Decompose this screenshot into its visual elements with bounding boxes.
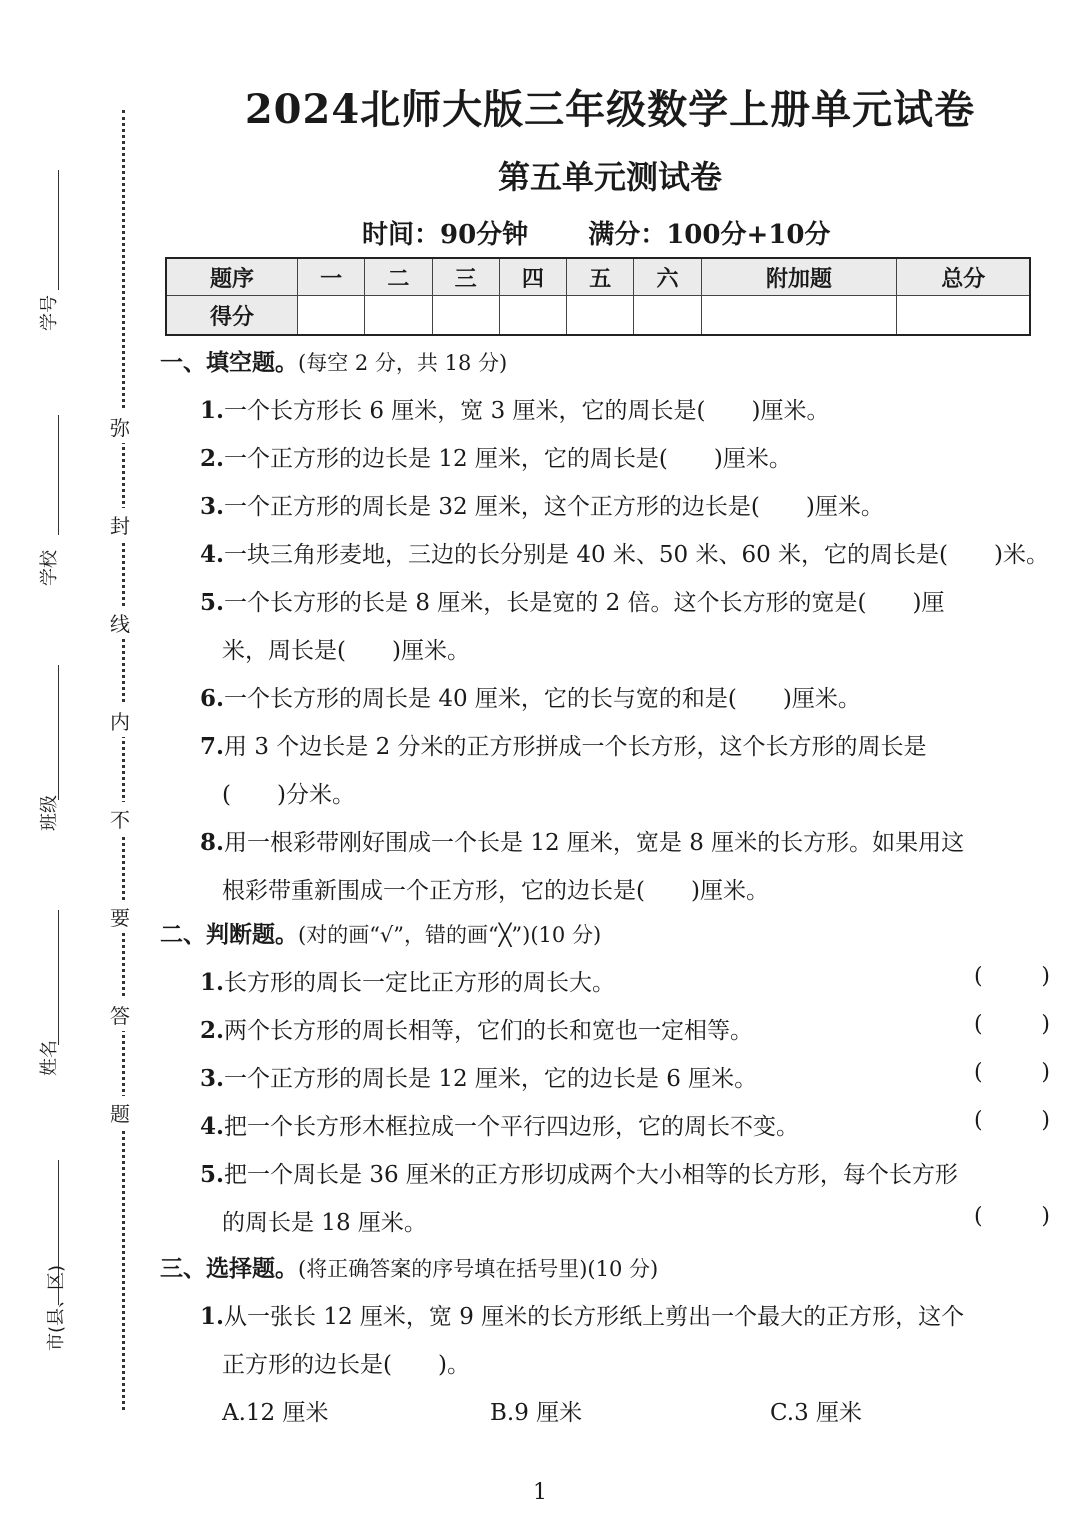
paren-left: (: [974, 1108, 983, 1133]
option-b[interactable]: B.9 厘米: [490, 1400, 583, 1426]
question-number: 3.: [200, 493, 225, 520]
question-continuation: ( )分米。: [222, 782, 355, 808]
question-continuation: 根彩带重新围成一个正方形，它的边长是( )厘米。: [222, 878, 769, 904]
question: [200, 824, 964, 857]
score-header-cell: 五: [567, 258, 634, 296]
score-header-cell: 六: [634, 258, 701, 296]
question-number: 3.: [200, 1065, 225, 1092]
question: [200, 728, 927, 761]
section-title: 三、选择题。: [160, 1255, 298, 1282]
question-text: 从一张长 12 厘米，宽 9 厘米的长方形纸上剪出一个最大的正方形，这个: [224, 1304, 965, 1330]
question-number: 4.: [200, 1113, 225, 1140]
option-a[interactable]: A.12 厘米: [222, 1400, 329, 1426]
question-text: 一块三角形麦地，三边的长分别是 40 米、50 米、60 米，它的周长是( )米。: [224, 542, 1050, 568]
question-continuation: 正方形的边长是( )。: [222, 1352, 470, 1378]
question-number: 7.: [200, 733, 225, 760]
exam-full-score: 满分：100分+10分: [588, 220, 831, 250]
seal-char: 封: [110, 508, 130, 541]
question: [200, 392, 829, 425]
score-header-cell: 二: [365, 258, 432, 296]
seal-dashed-line: [122, 110, 125, 1410]
question-text: 一个正方形的周长是 12 厘米，它的边长是 6 厘米。: [224, 1066, 758, 1092]
section-heading: [160, 344, 507, 377]
question: [200, 1298, 964, 1331]
exam-meta: [362, 214, 830, 251]
question-text: 一个正方形的边长是 12 厘米，它的周长是( )厘米。: [224, 446, 792, 472]
field-district: 市(县、区): [46, 1264, 68, 1352]
section-note: (每空 2 分，共 18 分): [298, 351, 508, 375]
field-class: 班级: [39, 795, 60, 831]
score-input-cell[interactable]: [567, 296, 634, 336]
seal-char: 内: [110, 704, 130, 737]
score-header-cell: 题序: [166, 258, 298, 296]
section-title: 二、判断题。: [160, 921, 298, 948]
paren-right: ): [1041, 1012, 1050, 1037]
answer-parens[interactable]: [974, 1108, 1050, 1133]
question-number: 5.: [200, 589, 225, 616]
question-number: 1.: [200, 969, 225, 996]
score-input-cell[interactable]: [897, 296, 1030, 336]
seal-char: 要: [110, 900, 130, 933]
question-continuation: 的周长是 18 厘米。: [222, 1210, 427, 1236]
seal-char: 答: [110, 998, 130, 1031]
question-text: 用 3 个边长是 2 分米的正方形拼成一个长方形，这个长方形的周长是: [224, 734, 927, 760]
field-line: [58, 170, 59, 290]
question-number: 1.: [200, 397, 225, 424]
paren-right: ): [1041, 1204, 1050, 1229]
section-note: (对的画“√”，错的画“╳”)(10 分): [298, 923, 602, 947]
question-number: 6.: [200, 685, 225, 712]
exam-time: 时间：90分钟: [362, 220, 529, 250]
option-c[interactable]: C.3 厘米: [770, 1400, 863, 1426]
question-text: 一个长方形长 6 厘米，宽 3 厘米，它的周长是( )厘米。: [224, 398, 830, 424]
question-text: 用一根彩带刚好围成一个长是 12 厘米，宽是 8 厘米的长方形。如果用这: [224, 830, 965, 856]
score-input-cell[interactable]: [701, 296, 897, 336]
score-table: [165, 257, 1031, 336]
seal-char: 题: [110, 1096, 130, 1129]
question-number: 1.: [200, 1303, 225, 1330]
seal-char: 不: [110, 802, 130, 835]
answer-parens[interactable]: [974, 1012, 1050, 1037]
question: [200, 964, 615, 997]
question-text: 一个正方形的周长是 32 厘米，这个正方形的边长是( )厘米。: [224, 494, 884, 520]
answer-parens[interactable]: [974, 1204, 1050, 1229]
paren-right: ): [1041, 1060, 1050, 1085]
score-header-cell: 总分: [897, 258, 1030, 296]
question: [200, 1012, 753, 1045]
field-name: 姓名: [39, 1040, 60, 1076]
paren-left: (: [974, 1012, 983, 1037]
paren-right: ): [1041, 1108, 1050, 1133]
paren-left: (: [974, 1204, 983, 1229]
score-header-cell: 三: [432, 258, 499, 296]
field-student-id: 学号: [39, 295, 60, 331]
score-header-cell: 一: [298, 258, 365, 296]
question: [200, 1060, 757, 1093]
score-input-cell[interactable]: [365, 296, 432, 336]
score-input-cell[interactable]: [499, 296, 566, 336]
paren-left: (: [974, 964, 983, 989]
question-number: 2.: [200, 445, 225, 472]
question-text: 一个长方形的长是 8 厘米，长是宽的 2 倍。这个长方形的宽是( )厘: [224, 590, 945, 616]
question-text: 把一个长方形木框拉成一个平行四边形，它的周长不变。: [224, 1114, 800, 1140]
page-title: 2024北师大版三年级数学上册单元试卷: [244, 86, 976, 133]
question-number: 4.: [200, 541, 225, 568]
field-school: 学校: [39, 550, 60, 586]
seal-char: 弥: [110, 410, 130, 443]
page-subtitle: 第五单元测试卷: [497, 158, 722, 196]
question-continuation: 米，周长是( )厘米。: [222, 638, 470, 664]
question-text: 一个长方形的周长是 40 厘米，它的长与宽的和是( )厘米。: [224, 686, 861, 712]
question: [200, 488, 884, 521]
score-header-cell: 四: [499, 258, 566, 296]
page-number: 1: [533, 1480, 547, 1505]
answer-parens[interactable]: [974, 964, 1050, 989]
question: [200, 1156, 958, 1189]
binding-margin: [0, 100, 150, 1420]
paren-right: ): [1041, 964, 1050, 989]
question-number: 5.: [200, 1161, 225, 1188]
question-text: 两个长方形的周长相等，它们的长和宽也一定相等。: [224, 1018, 754, 1044]
question: [200, 1108, 799, 1141]
section-heading: [160, 916, 601, 949]
score-input-cell[interactable]: [634, 296, 701, 336]
question: [200, 536, 1049, 569]
question: [200, 584, 944, 617]
question-number: 2.: [200, 1017, 225, 1044]
paren-left: (: [974, 1060, 983, 1085]
score-row-label: 得分: [166, 296, 298, 336]
section-note: (将正确答案的序号填在括号里)(10 分): [298, 1257, 659, 1281]
question-number: 8.: [200, 829, 225, 856]
score-input-cell[interactable]: [432, 296, 499, 336]
section-heading: [160, 1250, 658, 1283]
score-input-cell[interactable]: [298, 296, 365, 336]
section-title: 一、填空题。: [160, 349, 298, 376]
answer-parens[interactable]: [974, 1060, 1050, 1085]
question: [200, 680, 861, 713]
score-header-cell: 附加题: [701, 258, 897, 296]
question-text: 把一个周长是 36 厘米的正方形切成两个大小相等的长方形，每个长方形: [224, 1162, 958, 1188]
field-line: [58, 665, 59, 800]
question: [200, 440, 792, 473]
question-text: 长方形的周长一定比正方形的周长大。: [224, 970, 616, 996]
seal-char: 线: [110, 606, 130, 639]
field-line: [58, 910, 59, 1045]
field-line: [58, 415, 59, 535]
